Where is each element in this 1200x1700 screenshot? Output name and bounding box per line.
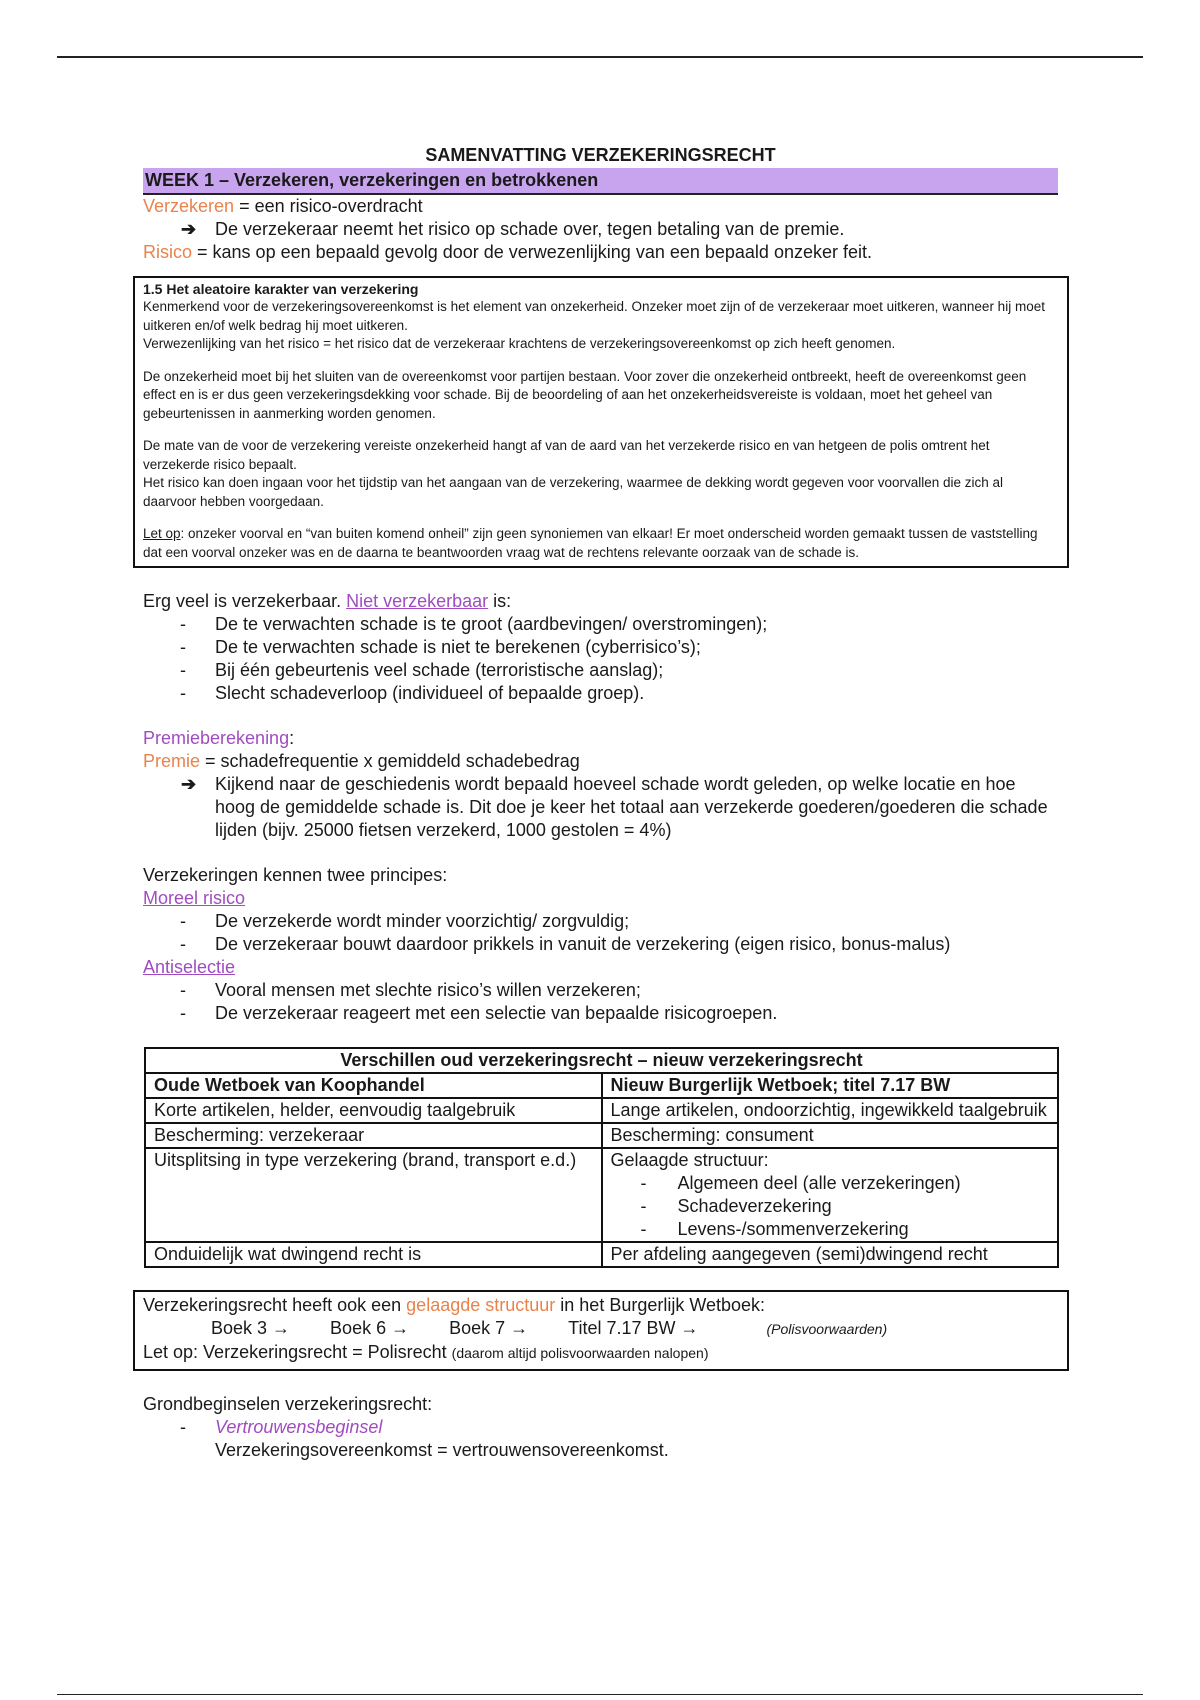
definition-text: = schadefrequentie x gemiddeld schadebedrag [200, 751, 580, 771]
heading-colon: : [289, 728, 295, 748]
table-row [145, 1148, 1058, 1242]
list-item-text: De verzekeraar bouwt daardoor prikkels in vanuit de verzekering (eigen risico, bonus-malus) [215, 934, 951, 954]
list-item-text: De verzekerde wordt minder voorzichtig/ zorgvuldig; [215, 911, 630, 931]
layer-text: Levens-/sommenverzekering [677, 1219, 909, 1239]
table-row [145, 1242, 1058, 1267]
box-note [143, 1341, 1059, 1365]
box-paragraph: Verwezenlijking van het risico = het risico dat de verzekeraar krachtens de verzekeringsovereenkomst op zich heeft genomen. [143, 336, 896, 351]
list-item-text: Slecht schadeverloop (individueel of bepaalde groep). [215, 683, 645, 703]
basics-text: Verzekeringsovereenkomst = vertrouwensovereenkomst. [215, 1440, 669, 1460]
table-cell: Korte artikelen, helder, eenvoudig taalgebruik [145, 1098, 602, 1123]
table-row [145, 1073, 1058, 1098]
premium-definition [143, 750, 1058, 773]
arrow-text: Kijkend naar de geschiedenis wordt bepaald hoeveel schade wordt geleden, op welke locatie en hoe hoog de gemiddelde schade is. Dit doe je keer het totaal aan verzekerde goederen/goederen die schade lijden (bijv. 25000 fietsen verzekerd, 1000 gestolen = 4%) [215, 774, 1048, 840]
arrow-text: De verzekeraar neemt het risico op schade over, tegen betaling van de premie. [215, 219, 845, 239]
layered-structure-box [133, 1290, 1069, 1371]
lead-text: Erg veel is verzekerbaar. [143, 591, 347, 611]
box-title: 1.5 Het aleatoire karakter van verzekering [143, 281, 419, 297]
table-cell: Per afdeling aangegeven (semi)dwingend recht [602, 1242, 1059, 1267]
list-item: - De te verwachten schade is niet te berekenen (cyberrisico’s); [180, 637, 701, 657]
definition-verzekeren [143, 195, 1058, 218]
lead-after: in het Burgerlijk Wetboek: [555, 1295, 766, 1315]
book-chain [143, 1317, 1059, 1341]
comparison-table [144, 1047, 1059, 1268]
box-paragraph-note [143, 525, 1059, 562]
table-title: Verschillen oud verzekeringsrecht – nieuw verzekeringsrecht [145, 1048, 1058, 1073]
arrow-icon: ➔ [181, 219, 197, 239]
table-cell: Bescherming: verzekeraar [145, 1123, 602, 1148]
link-text[interactable]: Moreel risico [143, 888, 246, 908]
arrow-point [181, 218, 1058, 241]
lead-text: Verzekeringsrecht heeft ook een [143, 1295, 407, 1315]
term-premie: Premie [143, 751, 201, 771]
list-item: - Slecht schadeverloop (individueel of bepaalde groep). [180, 683, 645, 703]
principles-lead: Verzekeringen kennen twee principes: [143, 865, 448, 885]
list-item: - Vertrouwensbeginsel [180, 1417, 383, 1437]
box-paragraph: Kenmerkend voor de verzekeringsovereenkomst is het element van onzekerheid. Onzeker moet zijn of de verzekeraar moet uitkeren, wanneer hij moet uitkeren en/of welk bedrag hij moet uitkeren. [143, 299, 1045, 333]
list-item: - De te verwachten schade is te groot (aardbevingen/ overstromingen); [180, 614, 768, 634]
lead-after: is: [488, 591, 512, 611]
table-cell: Onduidelijk wat dwingend recht is [145, 1242, 602, 1267]
box-paragraph: De onzekerheid moet bij het sluiten van de overeenkomst voor partijen bestaan. Voor zover die onzekerheid ontbreekt, heeft de overeenkomst geen effect en is er dus geen verzekeringsdekking voor schade. Bij de beoordeling of aan het onzekerheidsvereiste is voldaan, moet het geheel van gebeurtenissen in aanmerking worden genomen. [143, 368, 1027, 421]
table-row [145, 1098, 1058, 1123]
box-paragraph: Het risico kan doen ingaan voor het tijdstip van het aangaan van de verzekering, waarmee de dekking wordt gegeven voor voorvallen die zich al daarvoor hebben voorgedaan. [143, 475, 1004, 509]
definition-risico [143, 241, 1058, 264]
document-title: SAMENVATTING VERZEKERINGSRECHT [425, 145, 776, 165]
table-cell: Uitsplitsing in type verzekering (brand, transport e.d.) [145, 1148, 602, 1242]
week-heading: WEEK 1 – Verzekeren, verzekeringen en betrokkenen [143, 168, 1058, 195]
note-label: Let op [143, 526, 181, 541]
layer-item: - Algemeen deel (alle verzekeringen) [640, 1173, 961, 1193]
document-body [143, 144, 1058, 1462]
list-item: - De verzekeraar reageert met een selectie van bepaalde risicogroepen. [180, 1003, 778, 1023]
aleatory-box [133, 276, 1069, 568]
link-niet-verzekerbaar[interactable]: Niet verzekerbaar [346, 591, 489, 611]
list-item-text: De te verwachten schade is te groot (aardbevingen/ overstromingen); [215, 614, 768, 634]
column-header-new: Nieuw Burgerlijk Wetboek; titel 7.17 BW [602, 1073, 1059, 1098]
table-cell-layers [602, 1148, 1059, 1242]
layer-item: - Schadeverzekering [640, 1196, 832, 1216]
list-item-text: Vooral mensen met slechte risico’s willen verzekeren; [215, 980, 641, 1000]
layer-text: Algemeen deel (alle verzekeringen) [677, 1173, 961, 1193]
table-cell: Bescherming: consument [602, 1123, 1059, 1148]
term-risico: Risico [143, 242, 193, 262]
link-text[interactable]: Antiselectie [143, 957, 236, 977]
list-item: - De verzekeraar bouwt daardoor prikkels in vanuit de verzekering (eigen risico, bonus-malus) [180, 934, 951, 954]
term-gelaagde-structuur: gelaagde structuur [406, 1295, 556, 1315]
premium-heading-text: Premieberekening [143, 728, 290, 748]
list-item: - De verzekerde wordt minder voorzichtig/ zorgvuldig; [180, 911, 630, 931]
books-note: (Polisvoorwaarden) [766, 1321, 888, 1337]
note-text: Let op: Verzekeringsrecht = Polisrecht [143, 1342, 452, 1362]
book-item: Boek 3 → [211, 1318, 291, 1338]
top-rule [57, 56, 1143, 58]
layer-text: Schadeverzekering [677, 1196, 832, 1216]
box-lead [143, 1294, 1059, 1317]
link-antiselectie[interactable] [143, 956, 1058, 979]
box-paragraph: De mate van de voor de verzekering vereiste onzekerheid hangt af van de aard van het verzekerde risico en van hetgeen de polis omtrent het verzekerde risico bepaalt. [143, 438, 990, 472]
term-verzekeren: Verzekeren [143, 196, 235, 216]
list-item-text: Vertrouwensbeginsel [215, 1417, 383, 1437]
premium-heading [143, 727, 1058, 750]
table-cell: Lange artikelen, ondoorzichtig, ingewikkeld taalgebruik [602, 1098, 1059, 1123]
book-item: Boek 7 → [449, 1318, 529, 1338]
note-small: (daarom altijd polisvoorwaarden nalopen) [451, 1345, 709, 1361]
list-item-text: De verzekeraar reageert met een selectie van bepaalde risicogroepen. [215, 1003, 778, 1023]
link-moreel-risico[interactable] [143, 887, 1058, 910]
definition-text: = kans op een bepaald gevolg door de verwezenlijking van een bepaald onzeker feit. [192, 242, 872, 262]
list-item: - Bij één gebeurtenis veel schade (terroristische aanslag); [180, 660, 664, 680]
book-item: Titel 7.17 BW → [568, 1318, 699, 1338]
basics-lead: Grondbeginselen verzekeringsrecht: [143, 1394, 433, 1414]
note-text: : onzeker voorval en “van buiten komend onheil” zijn geen synoniemen van elkaar! Er moet onderscheid worden gemaakt tussen de vaststelling dat een voorval onzeker was en de daarna te beantwoorden vraag wat de rechtens relevante oorzaak van de schade is. [143, 526, 1038, 560]
table-row [145, 1123, 1058, 1148]
list-item-text: Bij één gebeurtenis veel schade (terroristische aanslag); [215, 660, 664, 680]
book-item: Boek 6 → [330, 1318, 410, 1338]
layers-heading: Gelaagde structuur: [610, 1150, 769, 1170]
list-item: - Vooral mensen met slechte risico’s willen verzekeren; [180, 980, 641, 1000]
column-header-old: Oude Wetboek van Koophandel [145, 1073, 602, 1098]
layer-item: - Levens-/sommenverzekering [640, 1219, 909, 1239]
table-row [145, 1048, 1058, 1073]
arrow-icon: ➔ [181, 774, 197, 794]
list-item-text: De te verwachten schade is niet te berekenen (cyberrisico’s); [215, 637, 701, 657]
arrow-point [181, 773, 1058, 842]
definition-text: = een risico-overdracht [234, 196, 423, 216]
insurable-lead [143, 590, 1058, 613]
bottom-rule [57, 1694, 1143, 1695]
